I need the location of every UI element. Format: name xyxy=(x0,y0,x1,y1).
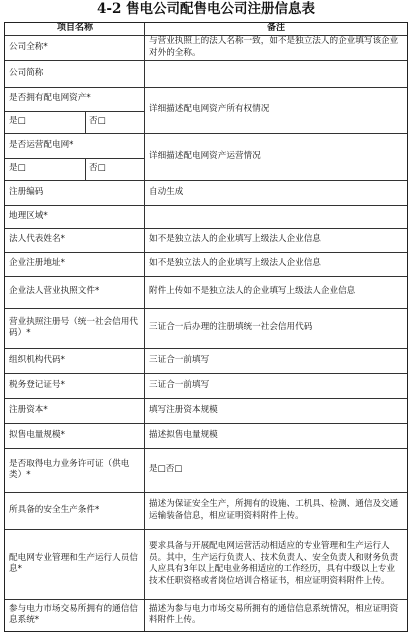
row-reg-code-label: 注册编码 xyxy=(9,186,44,197)
row-power-permit-label: 是否取得电力业务许可证（供电类）* xyxy=(9,458,130,480)
row-safety-label: 所具备的安全生产条件* xyxy=(9,504,100,515)
row-region-label: 地理区域* xyxy=(9,210,48,221)
row-divider xyxy=(5,423,407,424)
table-title: 4-2 售电公司配售电公司注册信息表 xyxy=(96,1,316,17)
row-divider xyxy=(5,180,407,181)
row-divider xyxy=(5,492,407,493)
row-power-permit-desc[interactable]: 是□否□ xyxy=(149,464,183,475)
row-owns-grid-label: 是否拥有配电网资产* xyxy=(9,93,91,104)
row-legal-rep-desc: 如不是独立法人的企业填写上级法人企业信息 xyxy=(149,234,321,245)
header-item-name: 项目名称 xyxy=(56,23,93,34)
row-capital-desc: 填写注册资本规模 xyxy=(149,404,218,415)
yes-no-divider xyxy=(85,158,86,180)
row-owns-grid-desc: 详细描述配电网资产所有权情况 xyxy=(149,104,270,115)
row-divider xyxy=(5,252,407,253)
row-company-name-label: 公司全称* xyxy=(9,41,48,52)
row-staff-label: 配电网专业管理和生产运行人员信息* xyxy=(9,552,138,574)
row-safety-desc: 描述为保证安全生产，所拥有的设施、工机具、检测、通信及交通运输装备信息，相应证明资料附件上传。 xyxy=(149,499,399,521)
row-tax-no-label: 税务登记证号* xyxy=(9,379,65,390)
row-operates-grid-no[interactable]: 否□ xyxy=(89,163,106,174)
row-license-file-desc: 附件上传如不是独立法人的企业填写上级法人企业信息 xyxy=(149,286,356,297)
row-divider xyxy=(5,308,407,309)
row-license-file-label: 企业法人营业执照文件* xyxy=(9,286,100,297)
row-comm-system-desc: 描述为参与电力市场交易所拥有的通信信息系统情况，相应证明资料附件上传。 xyxy=(149,603,399,625)
row-divider xyxy=(5,348,407,349)
row-divider xyxy=(5,35,407,36)
row-company-name-desc: 与营业执照上的法人名称一致，如不是独立法人的企业填写该企业对外的全称。 xyxy=(149,36,399,58)
row-short-name-desc xyxy=(145,60,407,87)
row-owns-grid-yes[interactable]: 是□ xyxy=(9,116,26,127)
row-org-code-label: 组织机构代码* xyxy=(9,354,65,365)
yes-no-divider xyxy=(85,111,86,133)
registration-table xyxy=(4,22,408,632)
row-region-desc xyxy=(145,205,407,228)
row-comm-system-label: 参与电力市场交易所拥有的通信信息系统* xyxy=(9,603,138,625)
row-divider xyxy=(5,111,145,112)
row-divider xyxy=(5,373,407,374)
row-owns-grid-no[interactable]: 否□ xyxy=(89,116,106,127)
row-divider xyxy=(5,133,407,134)
row-address-label: 企业注册地址* xyxy=(9,258,65,269)
row-volume-desc: 描述拟售电量规模 xyxy=(149,429,218,440)
row-divider xyxy=(5,529,407,530)
row-staff-desc: 要求具备与开展配电网运营活动相适应的专业管理和生产运行人员。其中，生产运行负责人、技术负责人、安全负责人和财务负责人应具有3年以上配电业务相适应的工作经历，具有中级以上专业技术任职资格或者岗位培训合格证书，相应证明资料附件上传。 xyxy=(149,541,399,586)
row-divider xyxy=(5,276,407,277)
row-operates-grid-desc: 详细描述配电网资产运营情况 xyxy=(149,150,261,161)
row-volume-label: 拟售电量规模* xyxy=(9,429,65,440)
row-divider xyxy=(5,205,407,206)
row-capital-label: 注册资本* xyxy=(9,404,48,415)
column-divider xyxy=(144,23,145,631)
row-address-desc: 如不是独立法人的企业填写上级法人企业信息 xyxy=(149,258,321,269)
row-divider xyxy=(5,60,407,61)
row-tax-no-desc: 三证合一前填写 xyxy=(149,379,210,390)
row-divider xyxy=(5,87,407,88)
row-legal-rep-label: 法人代表姓名* xyxy=(9,234,65,245)
row-divider xyxy=(5,448,407,449)
row-org-code-desc: 三证合一前填写 xyxy=(149,354,210,365)
row-divider xyxy=(5,228,407,229)
row-divider xyxy=(5,599,407,600)
row-operates-grid-yes[interactable]: 是□ xyxy=(9,163,26,174)
row-short-name-label: 公司简称 xyxy=(9,67,44,78)
row-license-no-desc: 三证合一后办理的注册填统一社会信用代码 xyxy=(149,322,313,333)
row-reg-code-desc: 自动生成 xyxy=(149,186,184,197)
row-divider xyxy=(5,158,145,159)
row-license-no-label: 营业执照注册号（统一社会信用代码）* xyxy=(9,316,138,338)
header-remarks: 备注 xyxy=(266,23,285,34)
row-operates-grid-label: 是否运营配电网* xyxy=(9,139,74,150)
row-divider xyxy=(5,398,407,399)
